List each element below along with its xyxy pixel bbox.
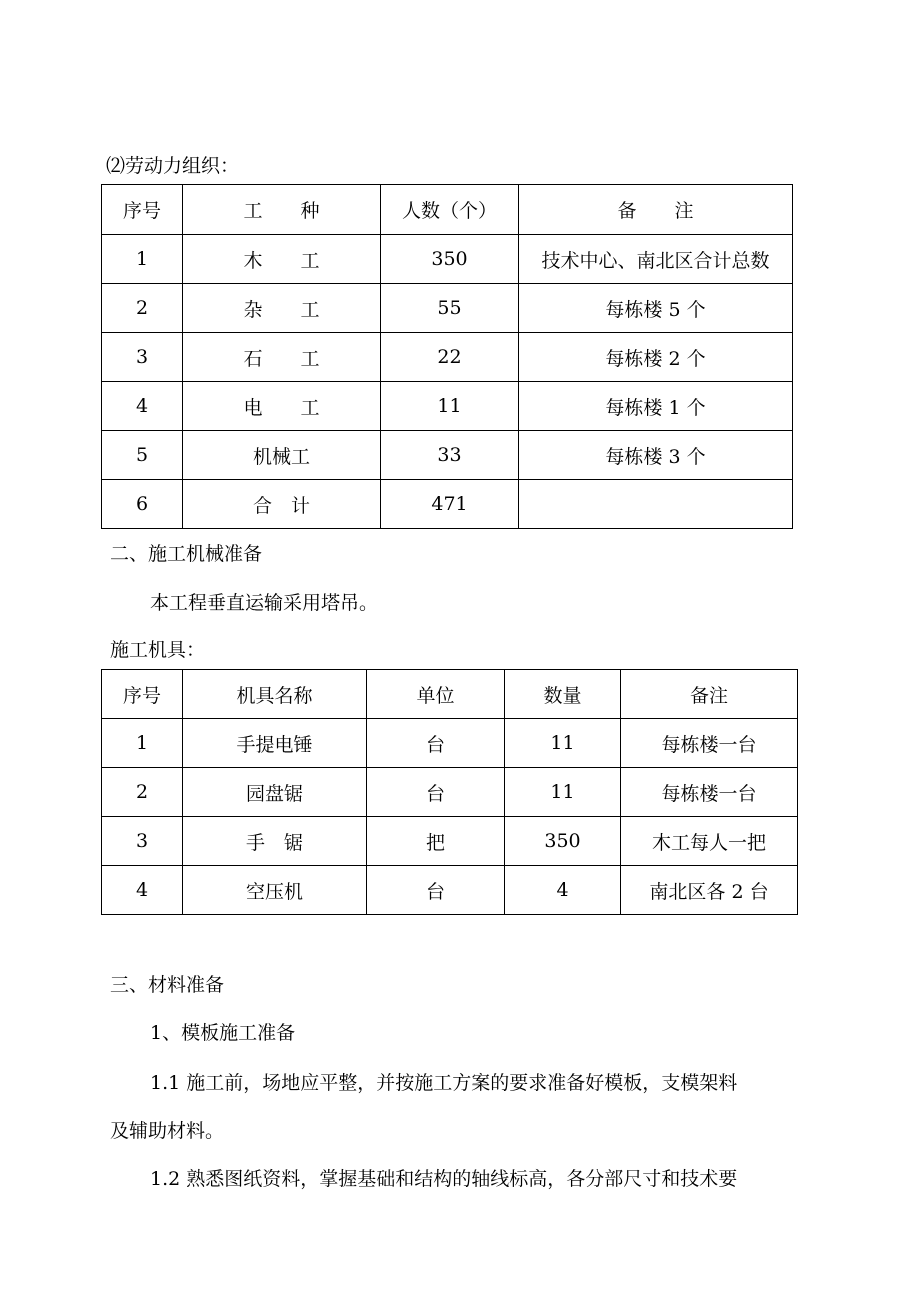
- table-row: [102, 866, 798, 915]
- table-cell: 每栋楼一台: [621, 719, 798, 768]
- table-cell: 合 计: [183, 480, 381, 529]
- table-cell: 机械工: [183, 431, 381, 480]
- table-cell: 350: [505, 817, 621, 866]
- table-cell: 2: [102, 284, 183, 333]
- table-row: [102, 768, 798, 817]
- table-cell: 台: [367, 768, 505, 817]
- table-cell: 6: [102, 480, 183, 529]
- table-row: [102, 382, 793, 431]
- table-cell: 把: [367, 817, 505, 866]
- table-cell: 园盘锯: [183, 768, 367, 817]
- header-cell: 备注: [621, 670, 798, 719]
- header-cell: 机具名称: [183, 670, 367, 719]
- table-cell: 每栋楼 2 个: [519, 333, 793, 382]
- header-cell: 序号: [102, 185, 183, 235]
- table-row: [102, 235, 793, 284]
- table-row: [102, 284, 793, 333]
- table-cell: 4: [102, 866, 183, 915]
- labor-header-row: [102, 185, 793, 235]
- table-cell: 4: [102, 382, 183, 431]
- table-cell: 南北区各 2 台: [621, 866, 798, 915]
- materials-paragraph-1-line-1: 1.1 施工前，场地应平整，并按施工方案的要求准备好模板，支模架料: [150, 1072, 738, 1094]
- table-cell: 每栋楼 1 个: [519, 382, 793, 431]
- header-cell: 单位: [367, 670, 505, 719]
- materials-paragraph-1-line-2: 及辅助材料。: [110, 1120, 225, 1142]
- table-cell: 11: [381, 382, 519, 431]
- table-cell: 每栋楼 5 个: [519, 284, 793, 333]
- table-cell: 手提电锤: [183, 719, 367, 768]
- header-cell: 人数（个）: [381, 185, 519, 235]
- table-cell: 5: [102, 431, 183, 480]
- tools-table: [101, 669, 798, 915]
- header-cell: 工 种: [183, 185, 381, 235]
- table-cell: 11: [505, 768, 621, 817]
- table-cell: 手 锯: [183, 817, 367, 866]
- machinery-intro: 本工程垂直运输采用塔吊。: [150, 592, 379, 614]
- header-cell: 序号: [102, 670, 183, 719]
- materials-paragraph-2-line-1: 1.2 熟悉图纸资料，掌握基础和结构的轴线标高，各分部尺寸和技术要: [150, 1168, 738, 1190]
- materials-sub-title: 1、模板施工准备: [150, 1022, 296, 1044]
- table-cell: 11: [505, 719, 621, 768]
- table-row: [102, 333, 793, 382]
- table-cell: 3: [102, 817, 183, 866]
- table-cell: 55: [381, 284, 519, 333]
- labor-table: [101, 184, 793, 529]
- tools-header-row: [102, 670, 798, 719]
- table-cell: 22: [381, 333, 519, 382]
- table-cell: 木 工: [183, 235, 381, 284]
- table-cell: [519, 480, 793, 529]
- table-cell: 杂 工: [183, 284, 381, 333]
- table-cell: 350: [381, 235, 519, 284]
- table-cell: 1: [102, 719, 183, 768]
- table-cell: 木工每人一把: [621, 817, 798, 866]
- header-cell: 数量: [505, 670, 621, 719]
- table-row: [102, 431, 793, 480]
- labor-heading: ⑵劳动力组织：: [106, 155, 240, 177]
- table-cell: 4: [505, 866, 621, 915]
- table-cell: 石 工: [183, 333, 381, 382]
- table-cell: 电 工: [183, 382, 381, 431]
- tools-heading: 施工机具：: [110, 639, 206, 661]
- table-cell: 空压机: [183, 866, 367, 915]
- table-cell: 1: [102, 235, 183, 284]
- table-cell: 技术中心、南北区合计总数: [519, 235, 793, 284]
- table-cell: 3: [102, 333, 183, 382]
- machinery-section-title: 二、施工机械准备: [110, 543, 263, 565]
- table-cell: 台: [367, 719, 505, 768]
- materials-section-title: 三、材料准备: [110, 974, 225, 996]
- table-cell: 台: [367, 866, 505, 915]
- table-cell: 471: [381, 480, 519, 529]
- table-cell: 每栋楼一台: [621, 768, 798, 817]
- header-cell: 备 注: [519, 185, 793, 235]
- table-cell: 33: [381, 431, 519, 480]
- table-row: [102, 817, 798, 866]
- table-row: [102, 719, 798, 768]
- table-cell: 2: [102, 768, 183, 817]
- table-cell: 每栋楼 3 个: [519, 431, 793, 480]
- table-row: [102, 480, 793, 529]
